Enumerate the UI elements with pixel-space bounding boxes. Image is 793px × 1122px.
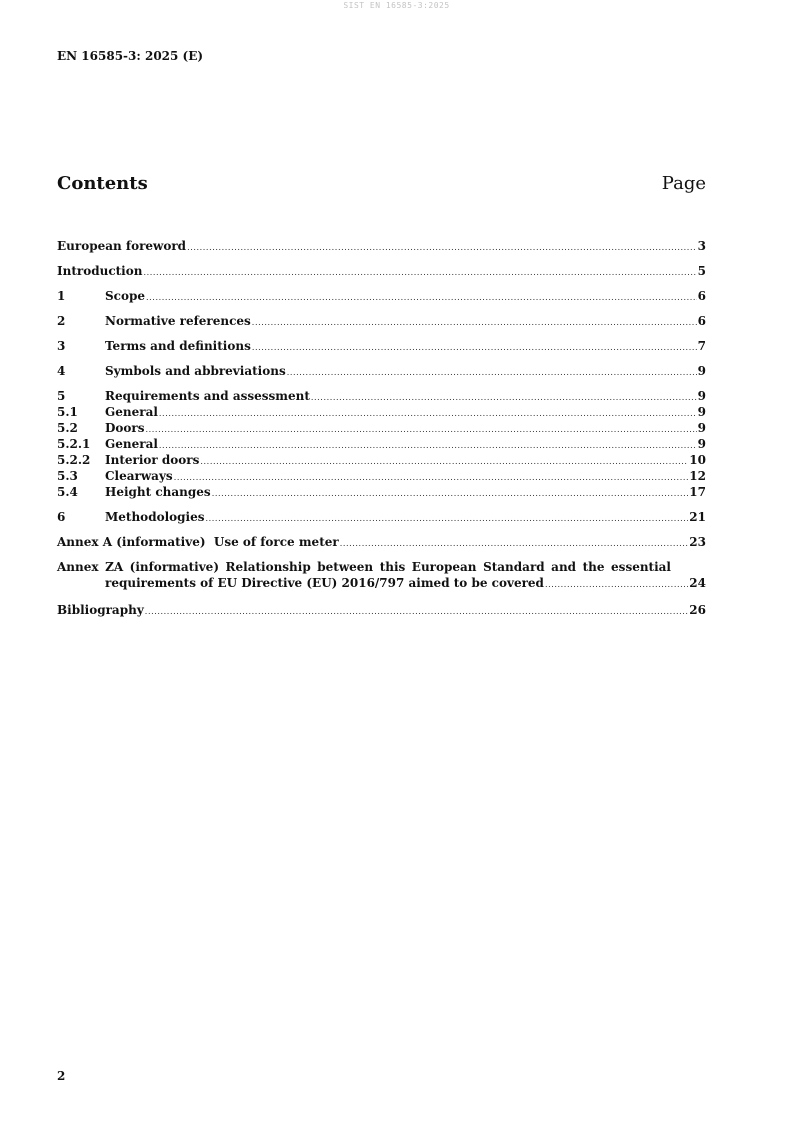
- toc-entry-introduction[interactable]: [57, 263, 706, 279]
- dot-leader: [146, 290, 697, 306]
- toc-entry-5-2-2-interior-doors[interactable]: [57, 452, 706, 468]
- toc-entry-page: 23: [689, 535, 706, 549]
- toc-entry-title: Terms and definitions: [105, 339, 251, 353]
- toc-entry-number: 5.2: [57, 421, 78, 435]
- toc-entry-number: 3: [57, 339, 66, 353]
- toc-entry-scope[interactable]: [57, 288, 706, 304]
- toc-entry-5-2-1-general[interactable]: [57, 436, 706, 452]
- toc-entry-page: 17: [689, 485, 706, 499]
- toc-entry-normative-references[interactable]: [57, 313, 706, 329]
- toc-entry-5-2-doors[interactable]: [57, 420, 706, 436]
- toc-entry-title: Annex A (informative) Use of force meter: [57, 535, 339, 549]
- toc-entry-page: 10: [689, 453, 706, 467]
- dot-leader: [206, 511, 689, 527]
- toc-entry-title: Methodologies: [105, 510, 205, 524]
- toc-entry-requirements[interactable]: [57, 388, 706, 404]
- page-number: 2: [57, 1069, 66, 1083]
- toc-entry-5-1-general[interactable]: [57, 404, 706, 420]
- toc-entry-number: 5.3: [57, 469, 78, 483]
- dot-leader: [187, 240, 697, 256]
- toc-entry-page: 9: [697, 364, 706, 378]
- toc-entry-number: 5.2.2: [57, 453, 91, 467]
- toc-entry-title: General: [105, 437, 158, 451]
- toc-entry-bibliography[interactable]: [57, 602, 706, 618]
- toc-entry-page: 6: [697, 289, 706, 303]
- toc-entry-foreword[interactable]: [57, 238, 706, 254]
- dot-leader: [287, 365, 697, 381]
- toc-entry-page: 26: [689, 603, 706, 617]
- toc-entry-annex-za[interactable]: [57, 559, 706, 593]
- dot-leader: [143, 265, 696, 281]
- document-identifier: EN 16585-3: 2025 (E): [57, 49, 204, 63]
- table-of-contents: [57, 238, 706, 618]
- toc-entry-page: 12: [689, 469, 706, 483]
- toc-entry-terms-definitions[interactable]: [57, 338, 706, 354]
- toc-entry-title: Introduction: [57, 264, 143, 278]
- dot-leader: [212, 486, 689, 502]
- toc-entry-title-line2: requirements of EU Directive (EU) 2016/797 aimed to be covered: [105, 576, 544, 590]
- toc-entry-number: 4: [57, 364, 66, 378]
- toc-entry-page: 5: [697, 264, 706, 278]
- watermark: SIST EN 16585-3:2025: [343, 1, 450, 10]
- toc-entry-title: Clearways: [105, 469, 173, 483]
- toc-entry-title: Normative references: [105, 314, 251, 328]
- toc-entry-page: 24: [689, 576, 706, 590]
- toc-entry-page: 9: [697, 437, 706, 451]
- toc-entry-number: 5: [57, 389, 66, 403]
- toc-entry-page: 9: [697, 421, 706, 435]
- toc-entry-5-4-height-changes[interactable]: [57, 484, 706, 500]
- toc-entry-title: Requirements and assessment: [105, 389, 310, 403]
- toc-entry-page: 3: [697, 239, 706, 253]
- toc-entry-title: Height changes: [105, 485, 211, 499]
- toc-entry-title-line1: Annex ZA (informative) Relationship between this European Standard and the essential: [57, 560, 671, 574]
- toc-entry-page: 9: [697, 405, 706, 419]
- toc-entry-number: 5.4: [57, 485, 78, 499]
- toc-entry-number: 5.1: [57, 405, 78, 419]
- toc-entry-5-3-clearways[interactable]: [57, 468, 706, 484]
- toc-entry-title: Interior doors: [105, 453, 200, 467]
- toc-entry-title: European foreword: [57, 239, 187, 253]
- toc-entry-page: 7: [697, 339, 706, 353]
- toc-entry-title: Doors: [105, 421, 145, 435]
- toc-entry-page: 21: [689, 510, 706, 524]
- toc-entry-title: Symbols and abbreviations: [105, 364, 286, 378]
- dot-leader: [340, 536, 689, 552]
- toc-entry-number: 2: [57, 314, 66, 328]
- toc-entry-title: General: [105, 405, 158, 419]
- toc-entry-symbols-abbreviations[interactable]: [57, 363, 706, 379]
- toc-entry-number: 5.2.1: [57, 437, 91, 451]
- toc-entry-annex-a[interactable]: [57, 534, 706, 550]
- dot-leader: [252, 340, 697, 356]
- toc-entry-number: 6: [57, 510, 66, 524]
- dot-leader: [252, 315, 697, 331]
- dot-leader: [545, 577, 688, 593]
- toc-entry-methodologies[interactable]: [57, 509, 706, 525]
- contents-heading: Contents: [57, 173, 148, 194]
- toc-entry-page: 6: [697, 314, 706, 328]
- page-column-heading: Page: [661, 173, 706, 194]
- toc-entry-title: Scope: [105, 289, 146, 303]
- toc-entry-number: 1: [57, 289, 66, 303]
- toc-entry-page: 9: [697, 389, 706, 403]
- toc-entry-title: Bibliography: [57, 603, 144, 617]
- dot-leader: [145, 604, 689, 620]
